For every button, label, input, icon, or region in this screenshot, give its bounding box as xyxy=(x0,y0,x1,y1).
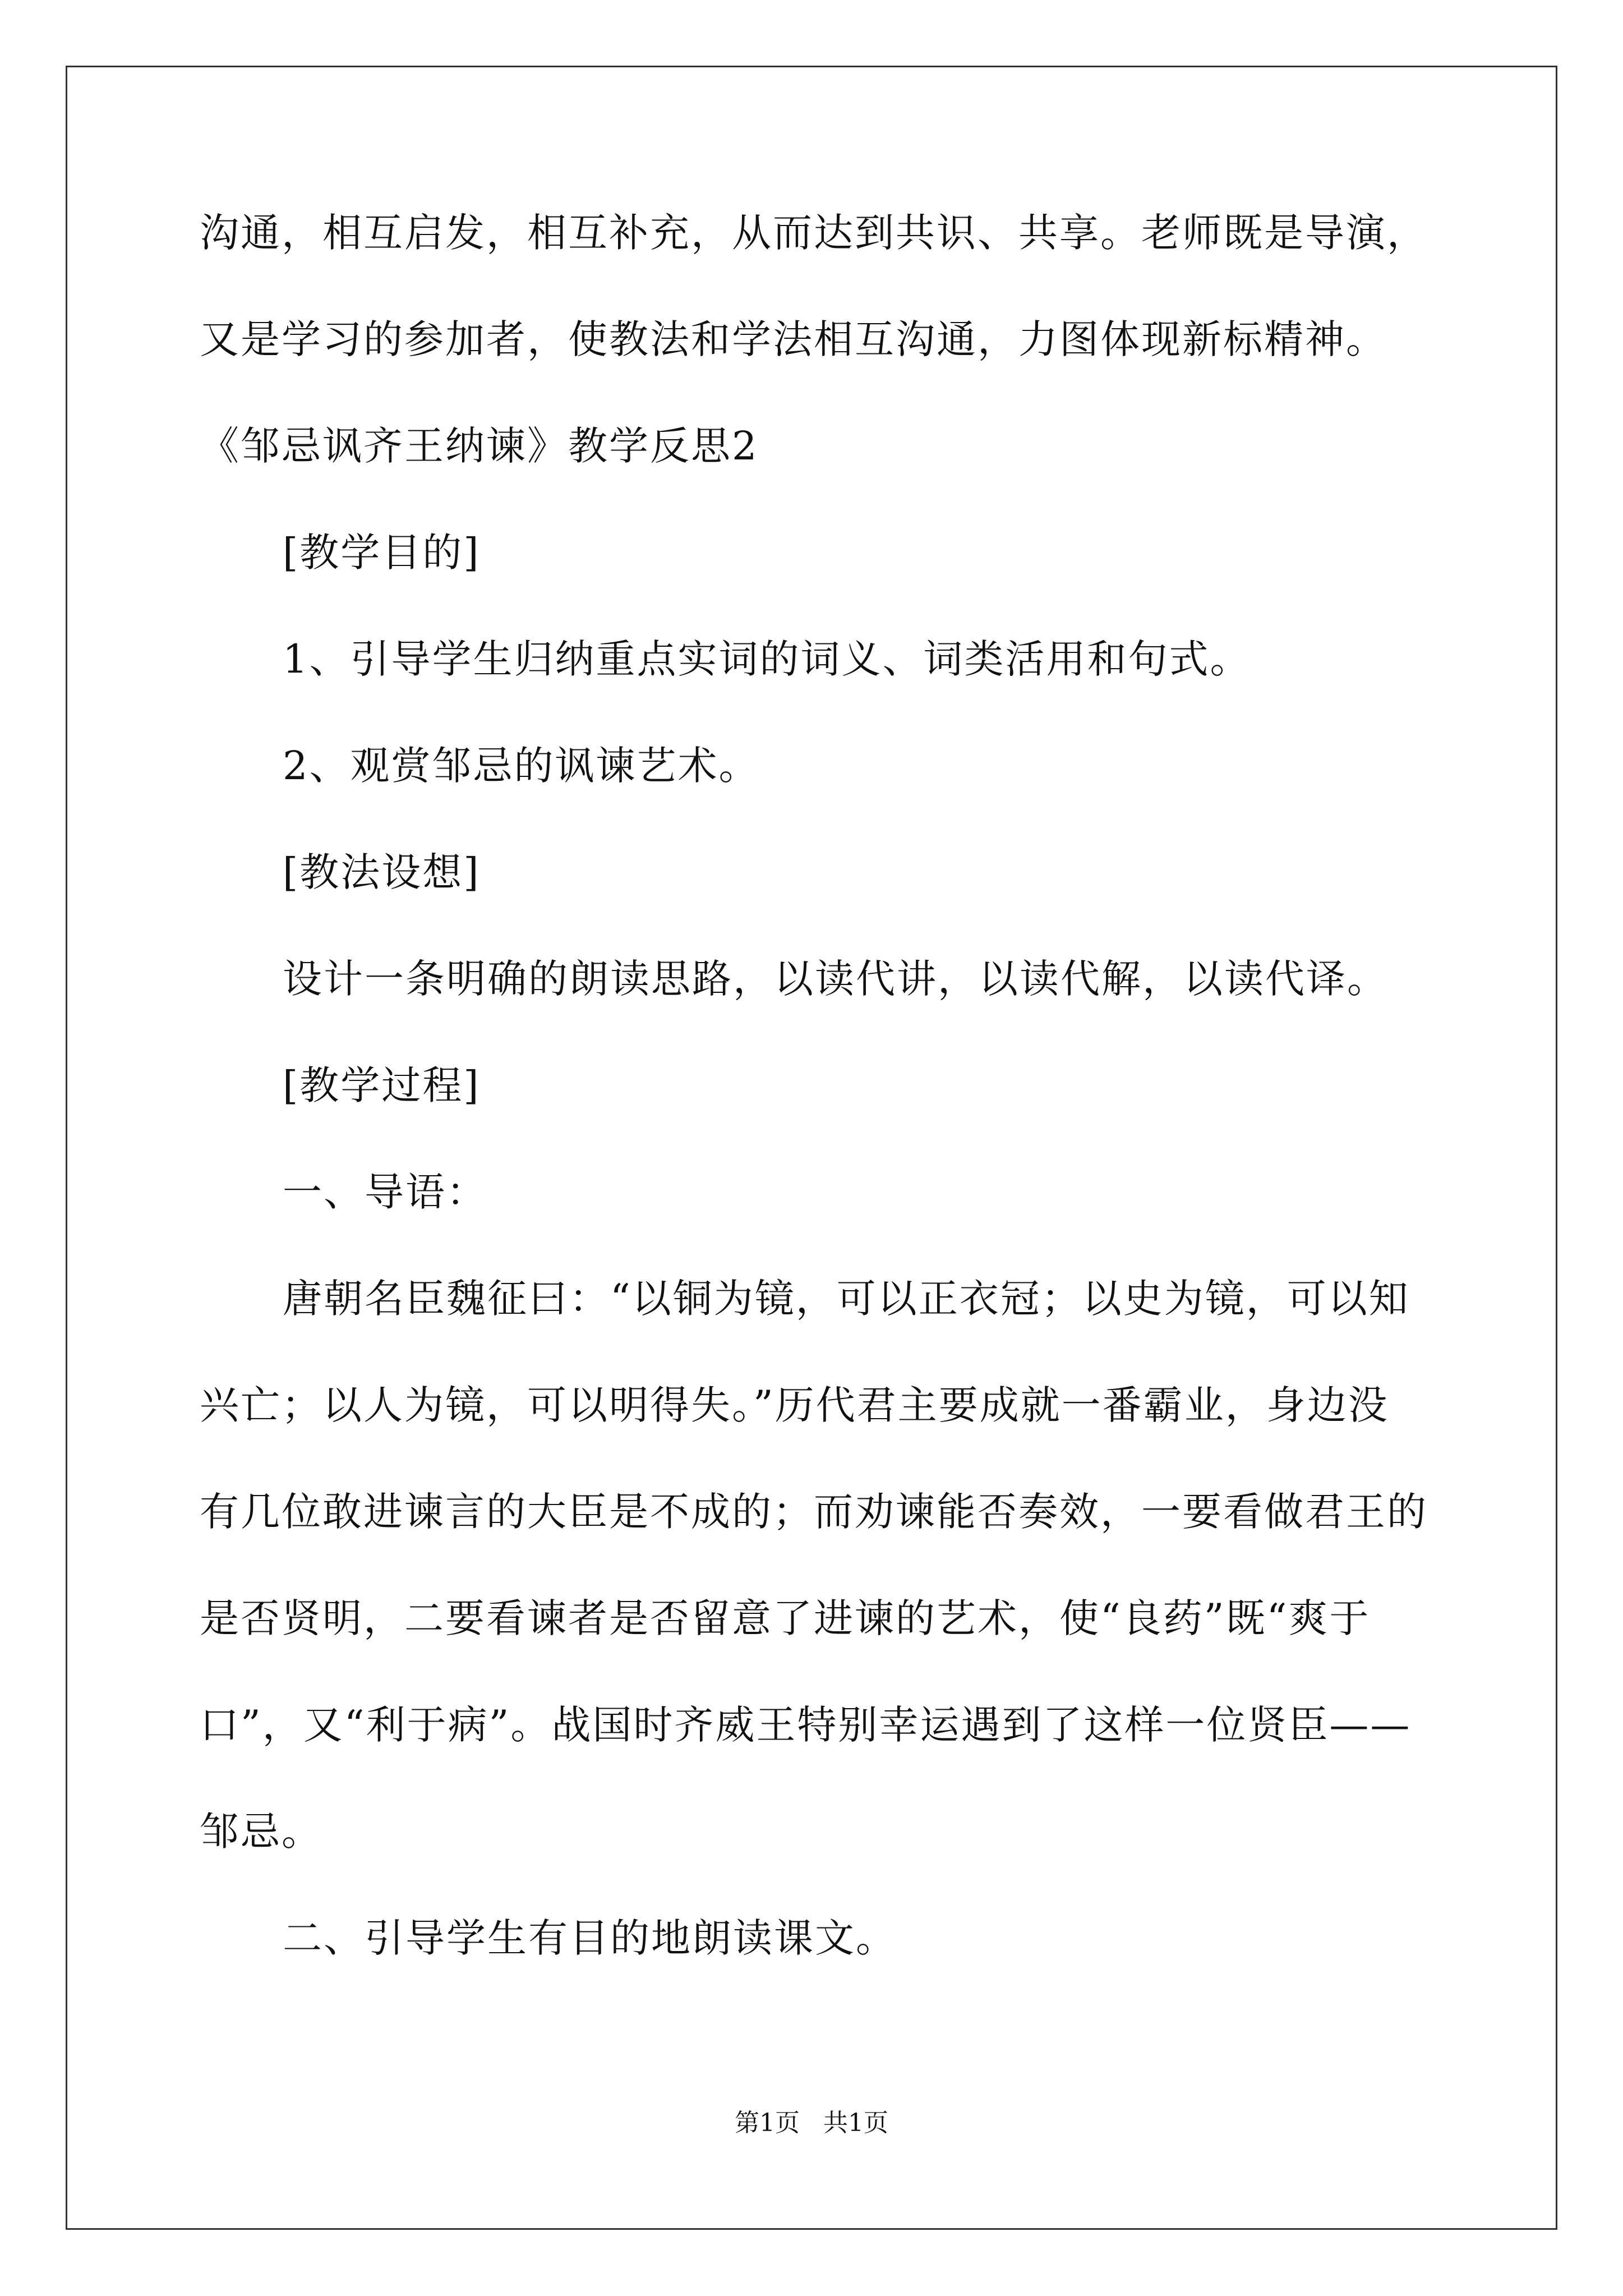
paragraph-line: 是否贤明，二要看谏者是否留意了进谏的艺术，使“良药”既“爽于 xyxy=(200,1595,1371,1641)
paragraph-line: 有几位敢进谏言的大臣是不成的；而劝谏能否奏效，一要看做君王的 xyxy=(200,1489,1428,1535)
section-heading: [教学过程] xyxy=(283,1062,481,1108)
subsection-heading: 一、导语： xyxy=(283,1169,487,1215)
paragraph-line: 又是学习的参加者，使教法和学法相互沟通，力图体现新标精神。 xyxy=(200,316,1387,362)
section-title: 《邹忌讽齐王纳谏》教学反思2 xyxy=(200,423,759,469)
page-border xyxy=(66,66,1557,2230)
section-heading: [教学目的] xyxy=(283,530,481,576)
list-item: 1、引导学生归纳重点实词的词义、词类活用和句式。 xyxy=(283,636,1251,682)
paragraph-line: 邹忌。 xyxy=(200,1809,322,1855)
paragraph-line: 兴亡；以人为镜，可以明得失。”历代君主要成就一番霸业，身边没 xyxy=(200,1382,1389,1428)
subsection-heading: 二、引导学生有目的地朗读课文。 xyxy=(283,1915,897,1961)
paragraph-line: 设计一条明确的朗读思路，以读代讲，以读代解，以读代译。 xyxy=(283,956,1388,1002)
page-number-footer: 第1页 共1页 xyxy=(735,2109,888,2137)
section-heading: [教法设想] xyxy=(283,849,481,895)
paragraph-line: 口”，又“利于病”。战国时齐威王特别幸运遇到了这样一位贤臣—— xyxy=(200,1702,1412,1748)
paragraph-line: 唐朝名臣魏征曰：“以铜为镜，可以正衣冠；以史为镜，可以知 xyxy=(283,1276,1410,1322)
list-item: 2、观赏邹忌的讽谏艺术。 xyxy=(283,743,760,789)
paragraph-line: 沟通，相互启发，相互补充，从而达到共识、共享。老师既是导演， xyxy=(200,210,1428,256)
